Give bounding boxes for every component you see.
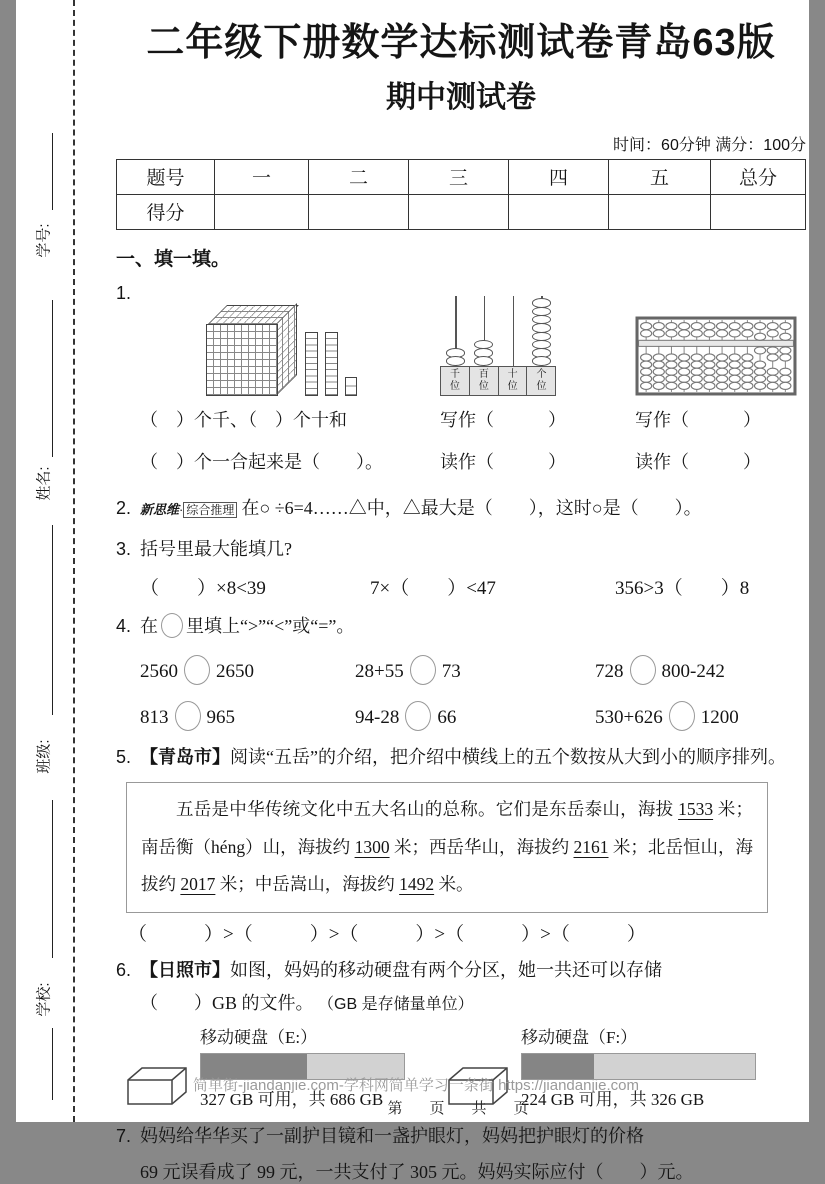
question-3 bbox=[116, 533, 806, 599]
passage-text: 米；北岳恒山，海拔约 bbox=[141, 836, 754, 895]
place-label: 千位 bbox=[440, 366, 470, 396]
score-col-header: 总分 bbox=[711, 159, 806, 194]
tens-rod-icon bbox=[325, 332, 338, 396]
compare-circle bbox=[630, 655, 656, 685]
passage-text: 米；西岳华山，海拔约 bbox=[389, 836, 574, 857]
compare-circle bbox=[161, 613, 183, 638]
q3-item: 7×（ ）<47 bbox=[370, 577, 496, 599]
rack-column-ones bbox=[526, 296, 556, 396]
question-number: 5. bbox=[116, 746, 132, 767]
compare-item: 94-28 66 bbox=[355, 701, 595, 731]
q1-write-blank: 写作（ ） bbox=[635, 409, 761, 430]
passage-text: 米；南岳衡（héng）山，海拔约 bbox=[141, 799, 754, 857]
drive-label: 移动硬盘（F:） bbox=[521, 1028, 638, 1048]
compare-item: 728 800-242 bbox=[595, 655, 806, 685]
fill-line bbox=[52, 800, 53, 958]
q4-title: 在 里填上“>”“<”或“=”。 bbox=[140, 610, 354, 643]
score-col-header: 三 bbox=[409, 159, 509, 194]
thousand-cube-icon bbox=[206, 304, 298, 396]
q1-text-line: （ ）个一合起来是（ ）。 bbox=[140, 451, 383, 472]
score-table bbox=[116, 159, 806, 230]
question-4 bbox=[116, 610, 806, 731]
score-row-label: 得分 bbox=[117, 194, 215, 229]
paper-content bbox=[116, 0, 806, 1184]
q2-text: 在○ ÷6=4……△中，△最大是（ ），这时○是（ ）。 bbox=[241, 497, 702, 518]
base-ten-blocks-figure bbox=[140, 296, 440, 396]
score-cell bbox=[711, 194, 806, 229]
exam-paper-page bbox=[16, 0, 809, 1182]
compare-item: 28+55 73 bbox=[355, 655, 595, 685]
city-tag: 【青岛市】 bbox=[140, 746, 230, 767]
city-tag: 【日照市】 bbox=[140, 960, 230, 981]
seal-dashed-line bbox=[73, 0, 75, 1122]
gb-note: （GB 是存储量单位） bbox=[318, 996, 474, 1014]
tens-rod-icon bbox=[305, 332, 318, 396]
q3-item: 356>3（ ）8 bbox=[615, 577, 750, 599]
place-label: 百位 bbox=[469, 366, 499, 396]
question-5 bbox=[116, 741, 806, 946]
name-label: 姓名: bbox=[35, 466, 53, 501]
score-cell bbox=[509, 194, 609, 229]
page-number-footer: 第 页 共 页 bbox=[387, 1100, 535, 1117]
question-1 bbox=[116, 277, 806, 480]
score-col-header: 题号 bbox=[117, 159, 215, 194]
compare-circle bbox=[405, 701, 431, 731]
counting-rack-figure bbox=[440, 296, 635, 396]
drive-label: 移动硬盘（E:） bbox=[200, 1028, 318, 1048]
place-label: 十位 bbox=[498, 366, 528, 396]
question-7 bbox=[116, 1120, 806, 1183]
q1-read-blank: 读作（ ） bbox=[440, 451, 566, 472]
compare-circle bbox=[410, 655, 436, 685]
class-label: 班级: bbox=[35, 739, 53, 774]
drive-caption: 224 GB 可用，共 326 GB bbox=[521, 1090, 705, 1110]
fill-line bbox=[52, 300, 53, 457]
place-label: 个位 bbox=[526, 366, 556, 396]
question-number: 6. bbox=[116, 960, 132, 981]
compare-item: 530+626 1200 bbox=[595, 701, 806, 731]
fill-line bbox=[52, 1028, 53, 1100]
abacus-figure bbox=[635, 296, 825, 396]
q5-text: 【青岛市】阅读“五岳”的介绍，把介绍中横线上的五个数按从大到小的顺序排列。 bbox=[140, 746, 786, 767]
site-watermark: 简单街-jiandanjie.com-学科网简单学习一条街 https://jiandanjie.com bbox=[193, 1077, 639, 1094]
question-number: 3. bbox=[116, 539, 132, 560]
q7-text-line1: 妈妈给华华买了一副护目镜和一盏护眼灯，妈妈把护眼灯的价格 bbox=[140, 1126, 644, 1147]
q1-read-blank: 读作（ ） bbox=[635, 451, 761, 472]
rack-column-tens bbox=[498, 296, 528, 396]
rack-column-thousands bbox=[440, 296, 470, 396]
q1-text-line: （ ）个千、（ ）个十和 bbox=[140, 409, 347, 430]
score-value-row bbox=[117, 194, 806, 229]
school-label: 学校: bbox=[35, 982, 53, 1017]
five-mountains-passage bbox=[126, 782, 768, 913]
q3-title: 括号里最大能填几? bbox=[140, 539, 292, 560]
question-2 bbox=[116, 492, 806, 525]
fill-line bbox=[52, 133, 53, 210]
score-header-row bbox=[117, 159, 806, 194]
fill-line bbox=[52, 525, 53, 715]
page-title: 二年级下册数学达标测试卷青岛63版 bbox=[146, 22, 776, 64]
score-col-header: 二 bbox=[309, 159, 409, 194]
q6-text-line2: （ ）GB 的文件。 （GB 是存储量单位） bbox=[140, 993, 474, 1014]
compare-circle bbox=[184, 655, 210, 685]
passage-text: 米。 bbox=[434, 874, 474, 895]
score-cell bbox=[609, 194, 711, 229]
compare-circle bbox=[175, 701, 201, 731]
score-cell bbox=[215, 194, 309, 229]
compare-item: 813 965 bbox=[140, 701, 355, 731]
passage-text: 米；中岳嵩山，海拔约 bbox=[215, 874, 400, 895]
exam-meta: 时间：60分钟 满分：100分 bbox=[613, 136, 806, 154]
question-number: 1. bbox=[116, 282, 132, 303]
question-number: 4. bbox=[116, 615, 132, 636]
abacus-icon bbox=[635, 316, 797, 396]
q6-text-line1: 【日照市】如图，妈妈的移动硬盘有两个分区，她一共还可以存储 bbox=[140, 960, 662, 981]
new-thinking-badge: 新思维· 综合推理 bbox=[140, 498, 237, 522]
score-col-header: 一 bbox=[215, 159, 309, 194]
q5-answer-blanks: （ ）>（ ）>（ ）>（ ）>（ ） bbox=[128, 924, 646, 946]
score-col-header: 四 bbox=[509, 159, 609, 194]
underlined-number: 2161 bbox=[573, 836, 609, 857]
underlined-number: 1300 bbox=[354, 836, 390, 857]
compare-circle bbox=[669, 701, 695, 731]
page-subtitle: 期中测试卷 bbox=[386, 80, 536, 114]
underlined-number: 1533 bbox=[678, 799, 714, 820]
underlined-number: 1492 bbox=[399, 874, 435, 895]
score-cell bbox=[309, 194, 409, 229]
ones-unit-icon bbox=[345, 377, 357, 396]
section-one-heading: 一、填一填。 bbox=[116, 248, 231, 270]
rack-column-hundreds bbox=[469, 296, 499, 396]
underlined-number: 2017 bbox=[180, 874, 216, 895]
drive-caption: 327 GB 可用，共 686 GB bbox=[200, 1090, 384, 1110]
score-col-header: 五 bbox=[609, 159, 711, 194]
q1-write-blank: 写作（ ） bbox=[440, 409, 566, 430]
q3-item: （ ）×8<39 bbox=[140, 577, 266, 599]
q7-text-line2: 69 元误看成了 99 元，一共支付了 305 元。妈妈实际应付（ ）元。 bbox=[140, 1161, 694, 1182]
question-number: 2. bbox=[116, 497, 132, 518]
passage-text: 五岳是中华传统文化中五大名山的总称。它们是东岳泰山，海拔 bbox=[176, 799, 679, 820]
student-id-label: 学号: bbox=[35, 223, 53, 258]
score-cell bbox=[409, 194, 509, 229]
compare-item: 2560 2650 bbox=[140, 655, 355, 685]
question-number: 7. bbox=[116, 1126, 132, 1147]
